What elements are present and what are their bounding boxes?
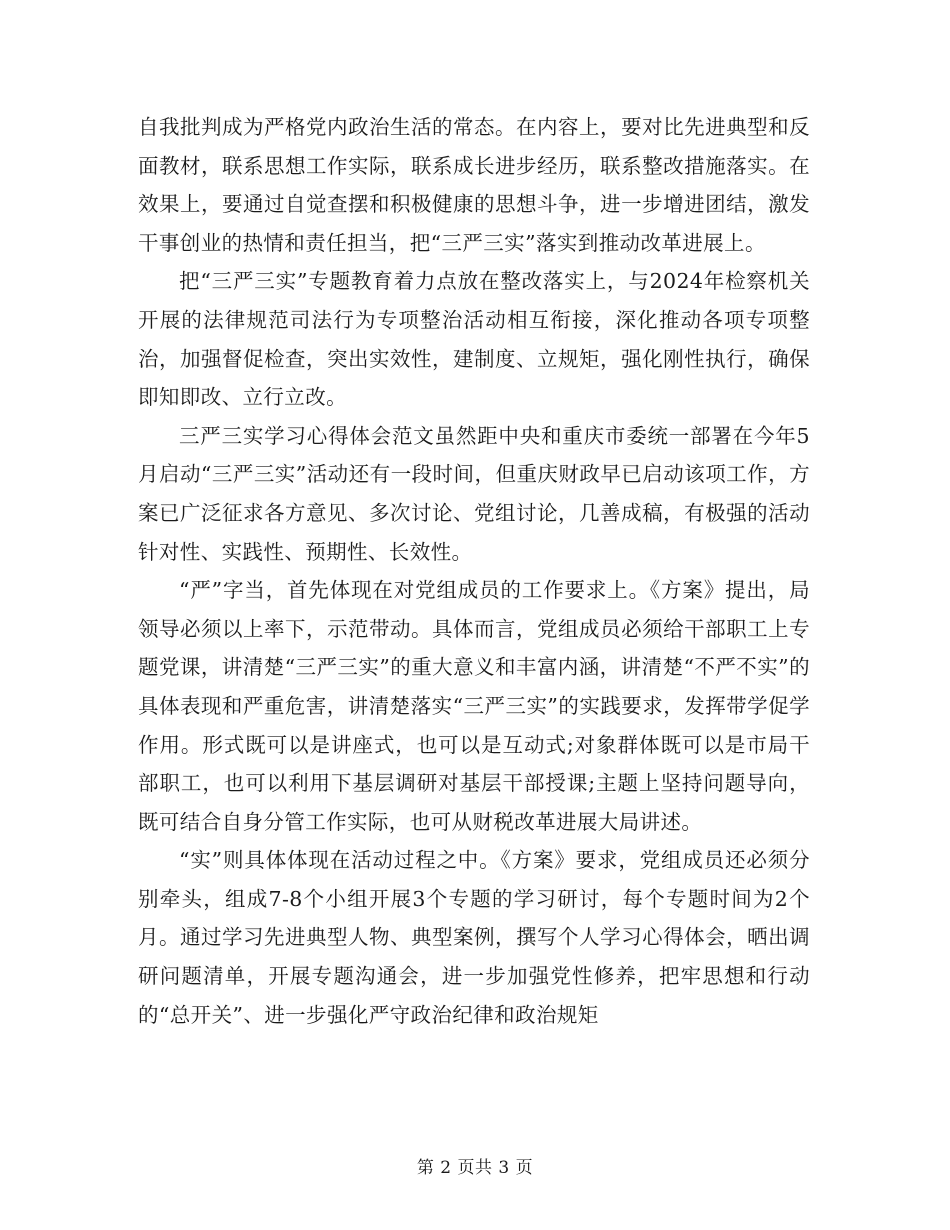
paragraph-5: “实”则具体体现在活动过程之中。《方案》要求，党组成员还必须分别牵头，组成7-8个小组开展3个专题的学习研讨，每个专题时间为2个月。通过学习先进典型人物、典型案例，撰写个人学习心得体会，晒出调研问题清单，开展专题沟通会，进一步加强党性修养，把牢思想和行动的“总开关”、进一步强化严守政治纪律和政治规矩	[138, 848, 810, 1027]
paragraph-3: 三严三实学习心得体会范文虽然距中央和重庆市委统一部署在今年5月启动“三严三实”活动还有一段时间，但重庆财政早已启动该项工作，方案已广泛征求各方意见、多次讨论、党组讨论，几善成稿，有极强的活动针对性、实践性、预期性、长效性。	[138, 423, 810, 564]
paragraph-1: 自我批判成为严格党内政治生活的常态。在内容上，要对比先进典型和反面教材，联系思想工作实际，联系成长进步经历，联系整改措施落实。在效果上，要通过自觉查摆和积极健康的思想斗争，进一步增进团结，激发干事创业的热情和责任担当，把“三严三实”落实到推动改革进展上。	[138, 115, 810, 255]
paragraph-2: 把“三严三实”专题教育着力点放在整改落实上，与2024年检察机关开展的法律规范司法行为专项整治活动相互衔接，深化推动各项专项整治，加强督促检查，突出实效性，建制度、立规矩，强化刚性执行，确保即知即改、立行立改。	[138, 269, 810, 410]
page-number-footer: 第 2 页共 3 页	[416, 1158, 534, 1178]
document-body	[138, 108, 810, 1034]
paragraph-4: “严”字当，首先体现在对党组成员的工作要求上。《方案》提出，局领导必须以上率下，示范带动。具体而言，党组成员必须给干部职工上专题党课，讲清楚“三严三实”的重大意义和丰富内涵，讲清楚“不严不实”的具体表现和严重危害，讲清楚落实“三严三实”的实践要求，发挥带学促学作用。形式既可以是讲座式，也可以是互动式;对象群体既可以是市局干部职工，也可以利用下基层调研对基层干部授课;主题上坚持问题导向，既可结合自身分管工作实际，也可从财税改革进展大局讲述。	[138, 578, 810, 834]
